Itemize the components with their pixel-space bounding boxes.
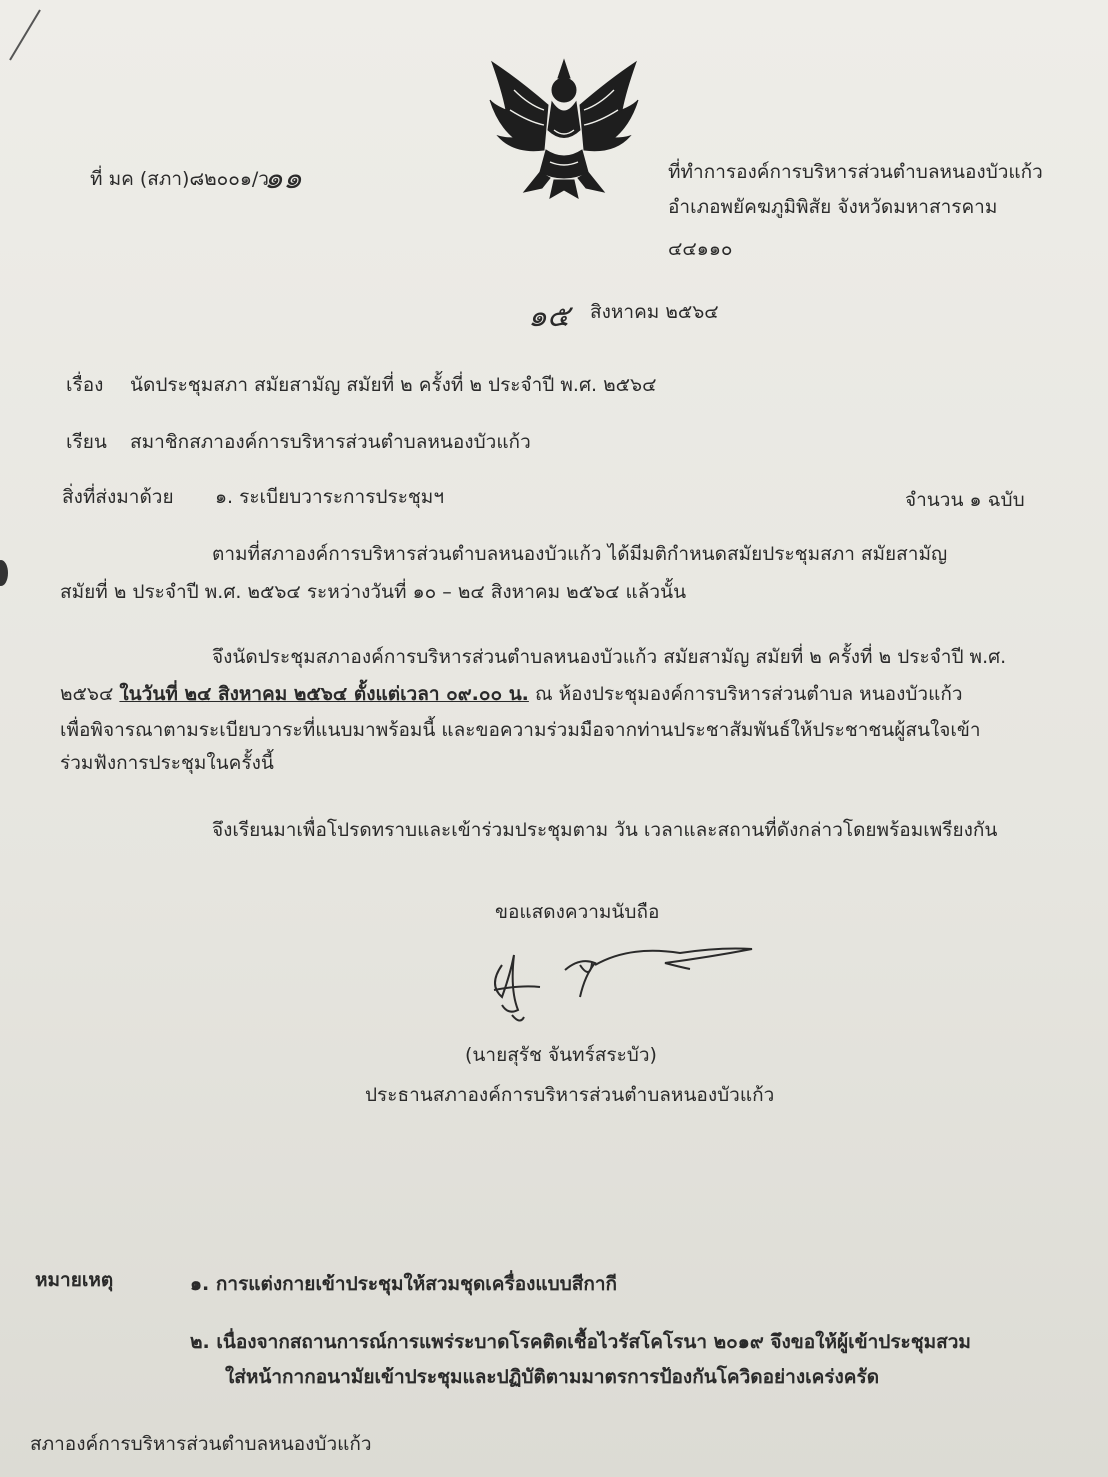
note-item-2-line-2: ใส่หน้ากากอนามัยเข้าประชุมและปฏิบัติตามมาตรการป้องกันโควิดอย่างเคร่งครัด [225,1366,880,1388]
subject-text: นัดประชุมสภา สมัยสามัญ สมัยที่ ๒ ครั้งที่ ๒ ประจำปี พ.ศ. ๒๕๖๔ [130,374,657,396]
office-postcode: ๔๔๑๑๐ [668,238,733,260]
meeting-location: ณ ห้องประชุมองค์การบริหารส่วนตำบล หนองบัวแก้ว [534,683,963,705]
office-address-line1: ที่ทำการองค์การบริหารส่วนตำบลหนองบัวแก้ว [668,161,1043,183]
enclosure-label: สิ่งที่ส่งมาด้วย [62,486,174,508]
note-item-1: ๑. การแต่งกายเข้าประชุมให้สวมชุดเครื่องแบบสีกากี [190,1273,618,1295]
paragraph-1-line-1: ตามที่สภาองค์การบริหารส่วนตำบลหนองบัวแก้ว ได้มีมติกำหนดสมัยประชุมสภา สมัยสามัญ [212,543,948,565]
enclosure-item: ๑. ระเบียบวาระการประชุมฯ [215,486,444,508]
signer-title: ประธานสภาองค์การบริหารส่วนตำบลหนองบัวแก้ว [365,1084,775,1106]
date-day-handwritten: ๑๕ [528,299,570,334]
meeting-date-time: ในวันที่ ๒๔ สิงหาคม ๒๕๖๔ ตั้งแต่เวลา ๐๙.๐๐ น. [119,683,529,705]
paragraph-3: จึงเรียนมาเพื่อโปรดทราบและเข้าร่วมประชุมตาม วัน เวลาและสถานที่ดังกล่าวโดยพร้อมเพรียงกัน [212,819,998,841]
paragraph-1-line-2: สมัยที่ ๒ ประจำปี พ.ศ. ๒๕๖๔ ระหว่างวันที่ ๑๐ – ๒๔ สิงหาคม ๒๕๖๔ แล้วนั้น [60,581,687,603]
punch-hole-shadow [0,560,8,586]
footer-org: สภาองค์การบริหารส่วนตำบลหนองบัวแก้ว [30,1433,372,1455]
date-text: สิงหาคม ๒๕๖๔ [590,301,719,323]
note-item-2-line-1: ๒. เนื่องจากสถานการณ์การแพร่ระบาดโรคติดเชื้อไวรัสโคโรนา ๒๐๑๙ จึงขอให้ผู้เข้าประชุมสวม [190,1331,971,1353]
recipient-label: เรียน [66,431,107,453]
notes-label: หมายเหตุ [35,1269,114,1291]
enclosure-count: จำนวน ๑ ฉบับ [905,489,1025,511]
garuda-emblem-icon [484,50,644,200]
pen-mark [5,5,45,65]
paragraph-2-line-3: เพื่อพิจารณาตามระเบียบวาระที่แนบมาพร้อมนี้ และขอความร่วมมือจากท่านประชาสัมพันธ์ให้ประชาชนผู้สนใจเข้า [60,719,981,741]
signature-image [480,935,770,1030]
paragraph-2-line-2 [60,682,963,706]
office-address-line2: อำเภอพยัคฆภูมิพิสัย จังหวัดมหาสารคาม [668,196,998,218]
paragraph-2-line-4: ร่วมฟังการประชุมในครั้งนี้ [60,752,274,774]
signer-name: (นายสุรัช จันทร์สระบัว) [465,1044,657,1066]
paragraph-2-line-1: จึงนัดประชุมสภาองค์การบริหารส่วนตำบลหนองบัวแก้ว สมัยสามัญ สมัยที่ ๒ ครั้งที่ ๒ ประจำปี พ.ศ. [212,646,1007,668]
subject-label: เรื่อง [66,374,104,396]
recipient-text: สมาชิกสภาองค์การบริหารส่วนตำบลหนองบัวแก้ว [130,431,531,453]
closing-regards: ขอแสดงความนับถือ [495,901,660,923]
meeting-year: ๒๕๖๔ [60,683,114,705]
reference-number: ที่ มค (สภา)๘๒๐๐๑/ว [90,168,269,190]
reference-number-handwritten: ๑๑ [264,161,303,196]
